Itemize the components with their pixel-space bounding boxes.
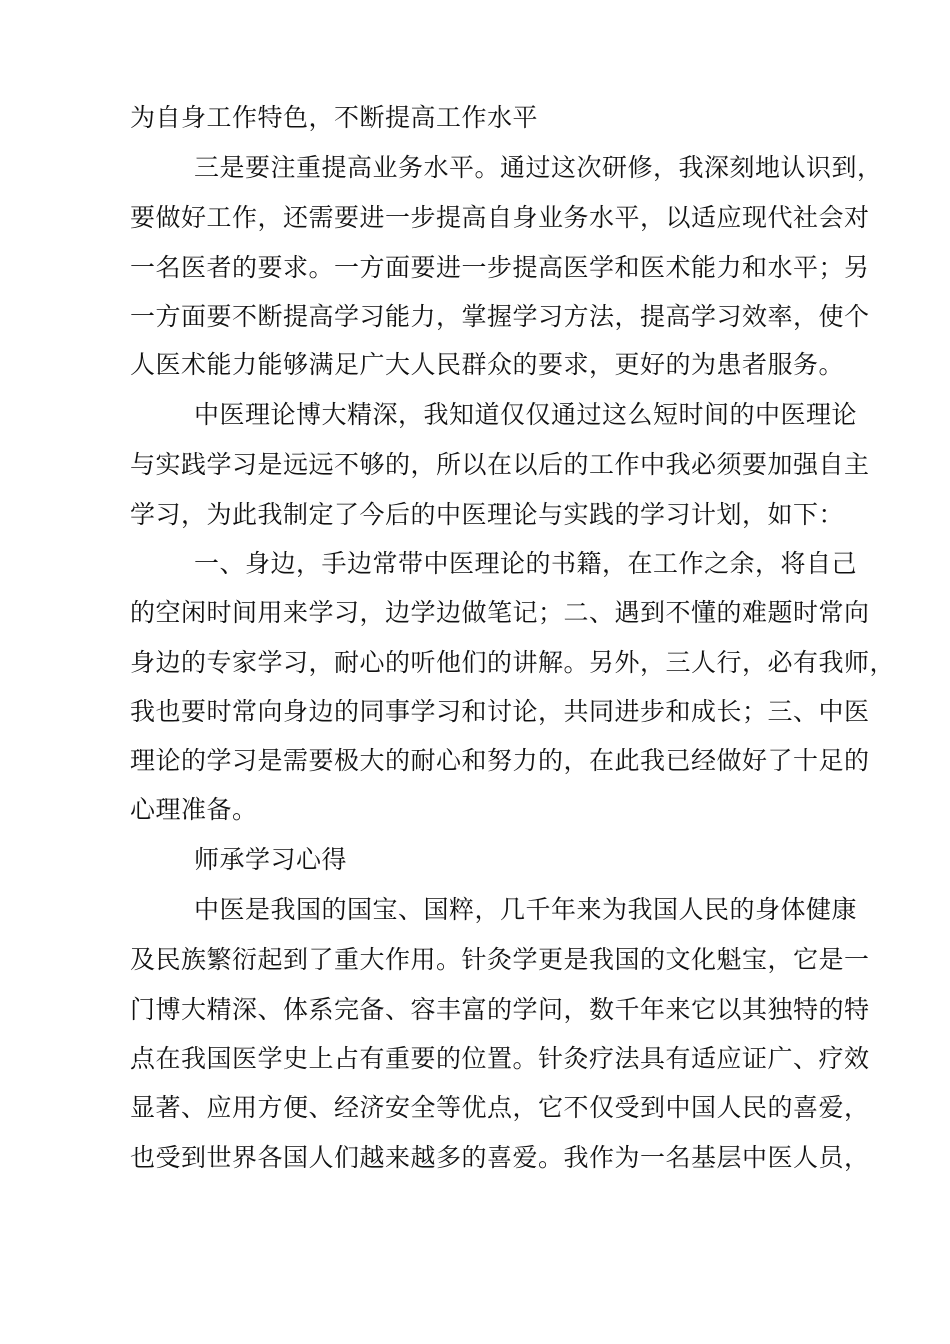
text-line: 为自身工作特色，不断提高工作水平 (130, 103, 539, 132)
text-line: 显著、应用方便、经济安全等优点，它不仅受到中国人民的喜爱， (130, 1093, 870, 1122)
section-heading: 师承学习心得 (194, 845, 348, 874)
text-line: 一方面要不断提高学习能力，掌握学习方法，提高学习效率，使个 (130, 302, 870, 331)
text-line: 我也要时常向身边的同事学习和讨论，共同进步和成长；三、中医 (130, 697, 870, 726)
text-line: 一名医者的要求。一方面要进一步提高医学和医术能力和水平；另 (130, 253, 870, 282)
text-line: 心理准备。 (130, 795, 258, 824)
text-line: 与实践学习是远远不够的，所以在以后的工作中我必须要加强自主 (130, 450, 870, 479)
text-line: 门博大精深、体系完备、容丰富的学问，数千年来它以其独特的特 (130, 995, 870, 1024)
text-line: 三是要注重提高业务水平。通过这次研修，我深刻地认识到， (194, 153, 883, 182)
text-line: 及民族繁衍起到了重大作用。针灸学更是我国的文化魁宝，它是一 (130, 945, 870, 974)
text-line: 点在我国医学史上占有重要的位置。针灸疗法具有适应证广、疗效 (130, 1044, 870, 1073)
text-line: 中医理论博大精深，我知道仅仅通过这么短时间的中医理论 (194, 400, 858, 429)
text-line: 人医术能力能够满足广大人民群众的要求，更好的为患者服务。 (130, 350, 845, 379)
text-line: 理论的学习是需要极大的耐心和努力的，在此我已经做好了十足的 (130, 746, 870, 775)
text-line: 学习，为此我制定了今后的中医理论与实践的学习计划，如下： (130, 500, 845, 529)
text-line: 的空闲时间用来学习，边学边做笔记；二、遇到不懂的难题时常向 (130, 598, 870, 627)
text-line: 中医是我国的国宝、国粹，几千年来为我国人民的身体健康 (194, 895, 858, 924)
text-line: 身边的专家学习，耐心的听他们的讲解。另外，三人行，必有我师， (130, 648, 896, 677)
text-line: 要做好工作，还需要进一步提高自身业务水平，以适应现代社会对 (130, 203, 870, 232)
text-line: 一、身边，手边常带中医理论的书籍，在工作之余，将自己 (194, 549, 858, 578)
text-line: 也受到世界各国人们越来越多的喜爱。我作为一名基层中医人员， (130, 1143, 870, 1172)
